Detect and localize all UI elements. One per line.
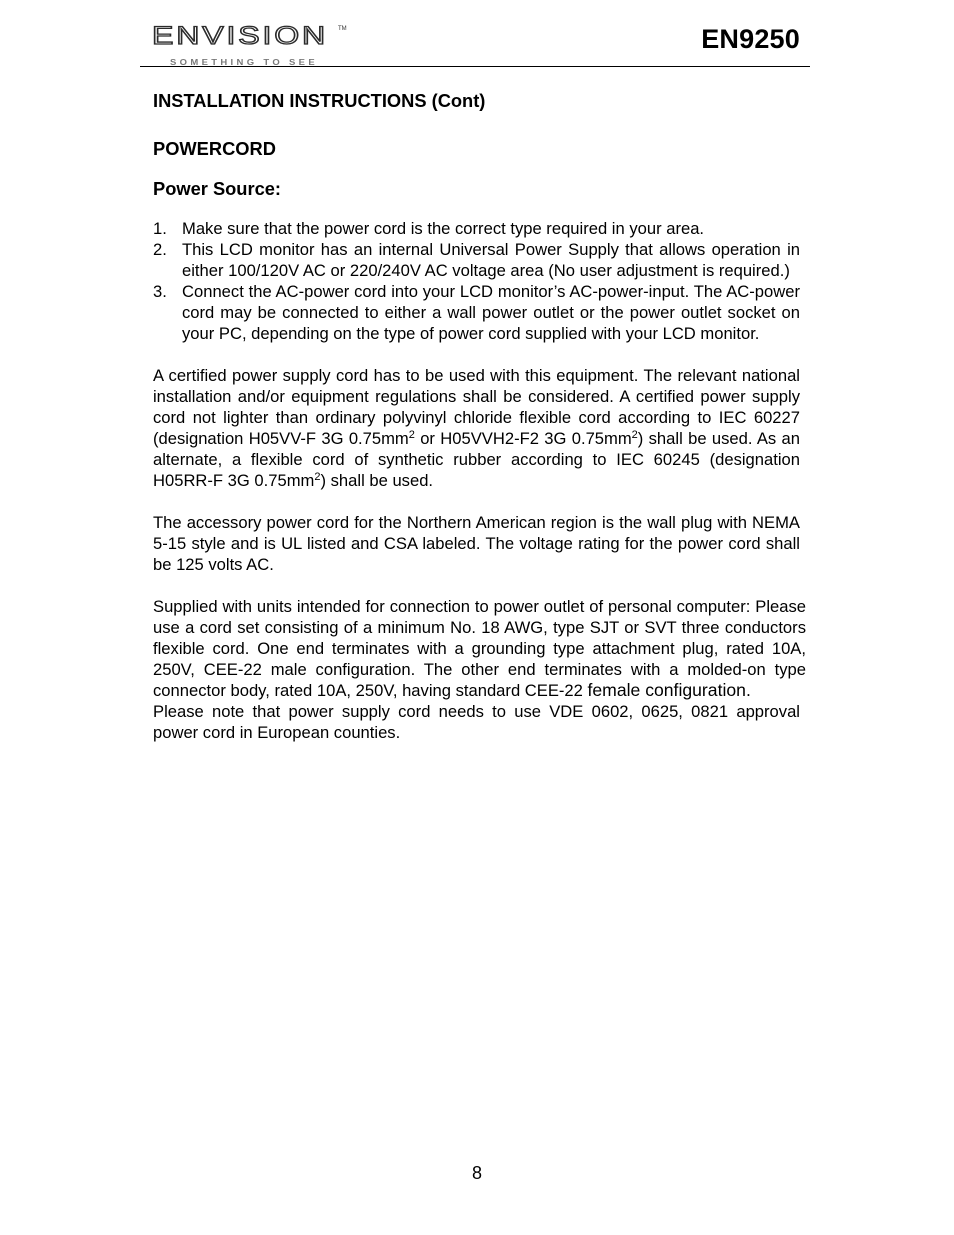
text-run: Supplied with units intended for connection to power outlet of personal computer: Please use a cord set consisting of a minimum No. 18 AWG, type SJT or SVT three conductors flexible cord. One end terminates with a grounding type attachment plug, rated 10A, 250V, CEE-22 male configuration. The other end terminates with a molded-on type connector body, rated 10A, 250V, having standard CEE-22	[153, 597, 806, 700]
text-run: ) shall be used. As an alternate, a flexible cord of synthetic rubber according to IEC 60245 (designation H05RR-F 3G 0.75mm	[153, 429, 800, 490]
model-number: EN9250	[701, 24, 800, 54]
text-run: A certified power supply cord has to be used with this equipment. The relevant national installation and/or equipment regulations shall be considered. A certified power supply cord not lighter than ordinary polyvinyl chloride flexible cord according to IEC 60227 (designation H05VV-F 3G 0.75mm	[153, 366, 800, 448]
logo-tagline: SOMETHING TO SEE	[170, 57, 318, 67]
superscript: 2	[631, 429, 638, 441]
pc-outlet-paragraph	[153, 596, 806, 701]
north-america-paragraph: The accessory power cord for the Northern American region is the wall plug with NEMA 5-15 style and is UL listed and CSA labeled. The voltage rating for the power cord shall be 125 volts AC.	[153, 513, 800, 574]
text-run: or H05VVH2-F2 3G 0.75mm	[414, 429, 632, 448]
superscript: 2	[408, 429, 415, 441]
list-number: 2.	[153, 240, 167, 259]
certified-cord-paragraph	[153, 365, 800, 491]
list-text: Make sure that the power cord is the correct type required in your area.	[182, 219, 705, 238]
text-run: female configuration.	[587, 680, 751, 700]
europe-paragraph: Please note that power supply cord needs to use VDE 0602, 0625, 0821 approval power cord in European counties.	[153, 702, 800, 742]
list-text: Connect the AC-power cord into your LCD monitor’s AC-power-input. The AC-power cord may be connected to either a wall power outlet or the power outlet socket on your PC, depending on the type of power cord supplied with your LCD monitor.	[182, 282, 800, 343]
logo-trademark: TM	[338, 26, 347, 32]
text-run: ) shall be used.	[320, 471, 434, 490]
page-header	[140, 14, 810, 67]
list-item	[153, 281, 800, 344]
section-heading: POWERCORD	[153, 138, 276, 159]
page-title: INSTALLATION INSTRUCTIONS (Cont)	[153, 90, 486, 111]
list-text: This LCD monitor has an internal Universal Power Supply that allows operation in either 100/120V AC or 220/240V AC voltage area (No user adjustment is required.)	[182, 240, 800, 280]
page-number: 8	[471, 1163, 482, 1183]
document-body	[153, 90, 806, 743]
superscript: 2	[314, 471, 321, 483]
list-item	[153, 218, 800, 239]
list-item	[153, 239, 800, 281]
power-source-list	[153, 218, 800, 344]
list-number: 1.	[153, 219, 167, 238]
logo-wordmark: ENVISION	[152, 22, 328, 50]
subsection-heading: Power Source:	[153, 178, 282, 199]
list-number: 3.	[153, 282, 167, 301]
envision-logo	[152, 20, 352, 70]
